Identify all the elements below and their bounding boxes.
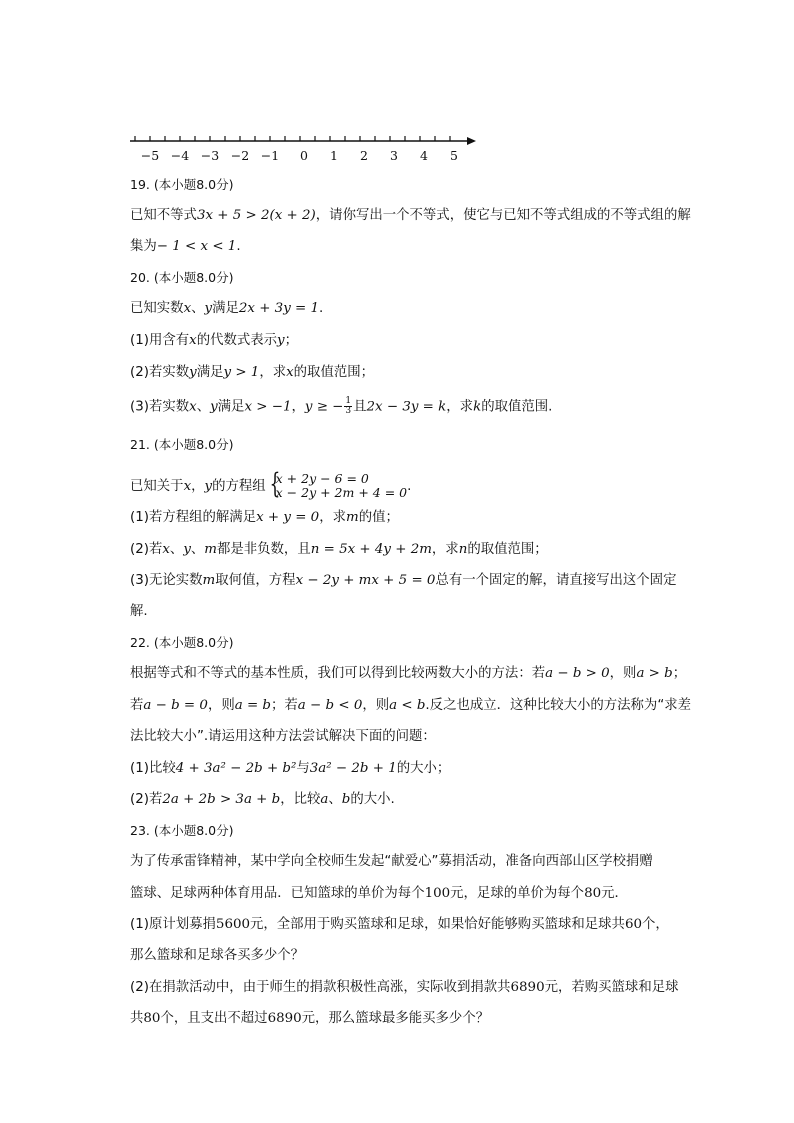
inequality: a > b [636,666,673,681]
equation: x − 2y + mx + 5 = 0 [295,573,436,588]
question-22-header: 22. (本小题8.0分) [130,635,234,650]
tick-label: 3 [390,148,398,163]
text: 元，那么篮球最多能买多少个？ [301,1011,490,1026]
var-m: m [204,542,217,557]
text: 的方程组 [212,479,266,494]
question-22-line-2 [130,697,691,715]
number: 60 [624,917,642,932]
text: 都是非负数，且 [216,542,311,557]
question-20-part-1 [130,332,298,350]
var-m: m [345,510,359,525]
var-y: y [183,542,191,557]
number-line-axis [120,128,490,150]
text: (1)用含有 [130,333,190,348]
text: ，则 [362,698,390,713]
question-22-part-1 [130,760,450,778]
text: 篮球、足球两种体育用品．已知篮球的单价为每个 [130,886,425,901]
text: ，比较 [280,792,321,807]
equation: a = b [234,698,272,713]
text: 元． [601,886,628,901]
tick-label: −1 [260,148,280,163]
tick-label: −5 [140,148,160,163]
text: 元，全部用于购买篮球和足球，如果恰好能够购买篮球和足球共 [250,917,625,932]
text: 、 [196,399,211,415]
text: ，求 [431,542,459,557]
fraction-numerator: 1 [345,396,352,406]
text: 集为 [130,239,157,254]
question-23-line-1: 为了传承雷锋精神，某中学向全校师生发起“献爱心”募捐活动，准备向西部山区学校捐赠 [130,854,653,869]
text: (3)若实数 [130,399,190,415]
text: ； [672,666,687,681]
text: 的取值范围. [481,399,553,415]
question-23-part-2-cont [130,1010,489,1028]
text: 已知不等式 [130,208,197,223]
number-line [120,128,490,168]
var-a: a [320,792,329,807]
inequality: a − b > 0 [545,666,610,681]
number: 80 [584,886,602,901]
text: ，求 [446,399,474,415]
inequality: 3x + 5 > 2(x + 2) [196,208,316,223]
text: 总有一个固定的解，请直接写出这个固定 [435,573,677,588]
tick-label: −2 [230,148,250,163]
number: 80 [143,1011,161,1026]
text: (2)在捐款活动中，由于师生的捐款积极性高涨，实际收到捐款共 [130,980,511,995]
text: 满足 [196,365,224,380]
question-23-header: 23. (本小题8.0分) [130,823,234,838]
question-21-part-3-cont: 解. [130,604,148,619]
equation-1: x + 2y − 6 = 0 [275,471,369,486]
text: (1)比较 [130,761,176,776]
number: 6890 [267,1011,302,1026]
tick-label: 1 [330,148,338,163]
question-21-part-2 [130,541,548,559]
text: 取何值，方程 [215,573,296,588]
question-20-stem [130,300,323,318]
expression: 3a² − 2b + 1 [309,761,397,776]
text: 、 [328,792,342,807]
tick-label: −4 [170,148,190,163]
var-y: y [204,301,213,316]
text: ，则 [609,666,637,681]
question-21-header: 21. (本小题8.0分) [130,437,234,452]
equation-system [266,467,408,500]
text: . [236,239,241,254]
text: 、 [190,542,205,557]
equation-2: x − 2y + 2m + 4 = 0 [275,485,408,500]
inequality: x > −1 [244,399,292,415]
text: 满足 [212,301,239,316]
equation: 2x − 3y = k [366,399,447,415]
tick-label: 4 [420,148,428,163]
equation: x + y = 0 [256,510,320,525]
var-x: x [162,542,170,557]
text: ，请你写出一个不等式，使它与已知不等式组成的不等式组的解 [315,208,691,223]
question-21-part-3 [130,572,676,590]
inequality: 2a + 2b > 3a + b [162,792,281,807]
text: ，求 [319,510,346,525]
question-22-part-2 [130,791,395,809]
inequality: y ≥ − [304,399,344,415]
text: (2)若 [130,792,163,807]
text: 已知实数 [130,301,184,316]
text: ， [291,399,305,415]
equation: n = 5x + 4y + 2m [310,542,432,557]
var-y: y [204,479,213,494]
text: 的取值范围； [467,542,548,557]
text: 的大小. [350,792,395,807]
text: . [319,301,324,316]
text: .反之也成立．这种比较大小的方法称为“求差 [425,698,692,713]
question-23-part-1-cont: 那么篮球和足球各买多少个？ [130,948,305,963]
var-x: x [183,301,192,316]
text: ，求 [259,365,287,380]
expression: 4 + 3a² − 2b + b² [175,761,297,776]
var-x: x [183,479,192,494]
inequality: a − b < 0 [297,698,363,713]
fraction [344,397,352,416]
text: 满足 [217,399,245,415]
inequality: a < b [389,698,426,713]
var-y: y [277,333,285,348]
text: ， [191,479,205,494]
equation: a − b = 0 [143,698,208,713]
var-y: y [189,365,197,380]
question-21-part-1 [130,509,399,527]
tick-label: 2 [360,148,368,163]
number: 6890 [510,980,545,995]
text: 元，若购买篮球和足球 [544,980,679,995]
var-x: x [189,399,197,415]
var-x: x [286,365,294,380]
text: (1)原计划募捐 [130,917,216,932]
question-20-part-3 [130,397,552,417]
question-22-line-1 [130,665,686,683]
solution-set: − 1 < x < 1 [156,239,237,254]
number: 5600 [215,917,250,932]
text: 、 [191,301,205,316]
text: 个，且支出不超过 [160,1011,268,1026]
tick-label: −3 [200,148,220,163]
var-x: x [189,333,197,348]
question-23-part-1 [130,916,669,934]
text: 且 [353,399,367,415]
text: 元，足球的单价为每个 [450,886,585,901]
text: 已知关于 [130,479,184,494]
fraction-denominator: 3 [345,406,352,416]
equation: 2x + 3y = 1 [238,301,320,316]
tick-label: 0 [300,148,308,163]
text: (3)无论实数 [130,573,203,588]
text: 与 [296,761,310,776]
text: ；若 [271,698,298,713]
question-20-part-2 [130,364,374,382]
text: (2)若实数 [130,365,190,380]
text: 根据等式和不等式的基本性质，我们可以得到比较两数大小的方法：若 [130,666,546,681]
var-k: k [473,399,482,415]
text: 若 [130,698,144,713]
number: 100 [424,886,451,901]
question-23-part-2 [130,979,679,997]
question-19-line-1 [130,207,691,225]
inequality: y > 1 [223,365,260,380]
text: 的代数式表示 [196,333,278,348]
question-23-line-2 [130,885,628,903]
tick-label: 5 [450,148,458,163]
var-b: b [341,792,351,807]
question-19-header: 19. (本小题8.0分) [130,177,234,192]
text: 的大小； [396,761,451,776]
text: (2)若 [130,542,163,557]
text: 、 [169,542,184,557]
question-19-line-2 [130,238,241,256]
text: (1)若方程组的解满足 [130,510,257,525]
question-21-stem [130,467,412,500]
text: 个， [641,917,669,932]
text: 共 [130,1011,144,1026]
var-y: y [210,399,218,415]
brace: { [269,467,280,500]
text: ； [284,333,299,348]
text: ，则 [207,698,235,713]
question-20-header: 20. (本小题8.0分) [130,270,234,285]
text: . [407,479,412,494]
var-m: m [202,573,216,588]
text: 的值； [358,510,399,525]
var-n: n [458,542,468,557]
text: 的取值范围； [293,365,375,380]
question-22-line-3: 法比较大小”.请运用这种方法尝试解决下面的问题： [130,729,436,744]
